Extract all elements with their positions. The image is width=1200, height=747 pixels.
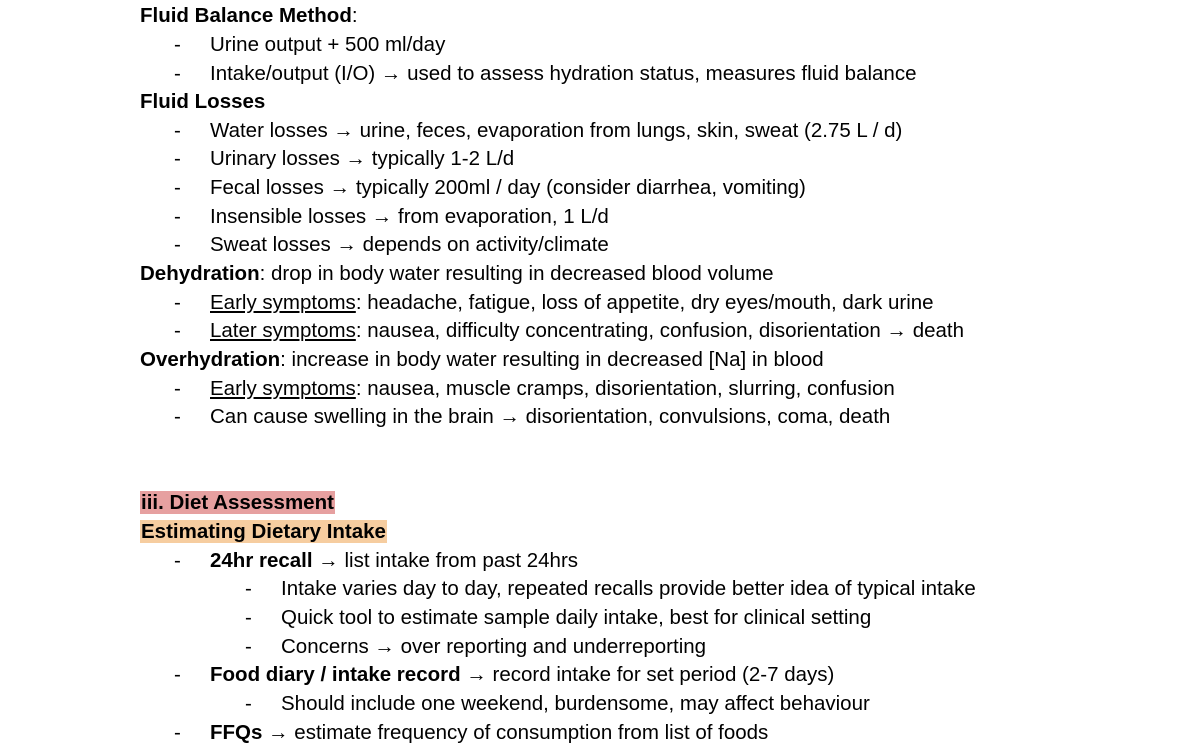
term: Overhydration [140,348,281,371]
item-label: FFQs [210,721,263,744]
section-subtitle [140,519,387,545]
bullet: - [174,377,181,400]
heading-colon: : [351,4,358,27]
overhydration-heading [140,347,824,373]
list-item [210,662,834,688]
fluid-losses-heading [140,89,265,115]
list-item: Intake/output (I/O) → used to assess hydration status, measures fluid balance [210,62,917,85]
bullet: - [174,549,181,572]
bullet: - [174,721,181,744]
dehydration-heading [140,261,774,287]
item-label: Later symptoms [210,319,356,342]
definition: : drop in body water resulting in decreased blood volume [259,262,774,285]
definition: : increase in body water resulting in decreased [Na] in blood [280,348,824,371]
list-item: Insensible losses → from evaporation, 1 L/d [210,205,609,228]
bullet: - [174,147,181,170]
bullet: - [174,33,181,56]
heading-text: Fluid Balance Method [140,4,352,27]
item-label: Food diary / intake record [210,663,461,686]
item-text: : nausea, muscle cramps, disorientation, slurring, confusion [355,377,895,400]
bullet: - [245,577,252,600]
item-text: : headache, fatigue, loss of appetite, dry eyes/mouth, dark urine [355,291,934,314]
bullet: - [174,663,181,686]
list-item: Can cause swelling in the brain → disorientation, convulsions, coma, death [210,405,891,428]
term: Dehydration [140,262,260,285]
list-item: Urinary losses → typically 1-2 L/d [210,147,515,170]
list-item [210,290,934,316]
item-text: → record intake for set period (2-7 days) [460,663,835,686]
bullet: - [174,205,181,228]
item-text: → list intake from past 24hrs [312,549,579,572]
item-label: Early symptoms [210,291,356,314]
bullet: - [245,606,252,629]
sub-list-item: Intake varies day to day, repeated recalls provide better idea of typical intake [281,577,976,600]
list-item: Urine output + 500 ml/day [210,33,446,56]
list-item: Sweat losses → depends on activity/climate [210,233,609,256]
item-text: → estimate frequency of consumption from list of foods [262,721,769,744]
item-label: Early symptoms [210,377,356,400]
bullet: - [245,635,252,658]
list-item [210,720,768,746]
bullet: - [174,233,181,256]
list-item: Fecal losses → typically 200ml / day (consider diarrhea, vomiting) [210,176,806,199]
bullet: - [245,692,252,715]
list-item [210,318,964,344]
heading-text: Fluid Losses [140,90,266,113]
bullet: - [174,291,181,314]
sub-list-item: Should include one weekend, burdensome, may affect behaviour [281,692,870,715]
section-title [140,490,335,516]
fluid-balance-heading [140,3,358,29]
bullet: - [174,119,181,142]
sub-list-item: Quick tool to estimate sample daily intake, best for clinical setting [281,606,872,629]
bullet: - [174,405,181,428]
list-item: Water losses → urine, feces, evaporation from lungs, skin, sweat (2.75 L / d) [210,119,903,142]
item-text: : nausea, difficulty concentrating, confusion, disorientation → death [355,319,964,342]
item-label: 24hr recall [210,549,313,572]
bullet: - [174,319,181,342]
list-item [210,548,578,574]
sub-list-item: Concerns → over reporting and underreporting [281,635,707,658]
bullet: - [174,62,181,85]
bullet: - [174,176,181,199]
section-subtitle-text: Estimating Dietary Intake [141,520,386,543]
list-item [210,376,895,402]
section-title-text: iii. Diet Assessment [141,491,334,514]
